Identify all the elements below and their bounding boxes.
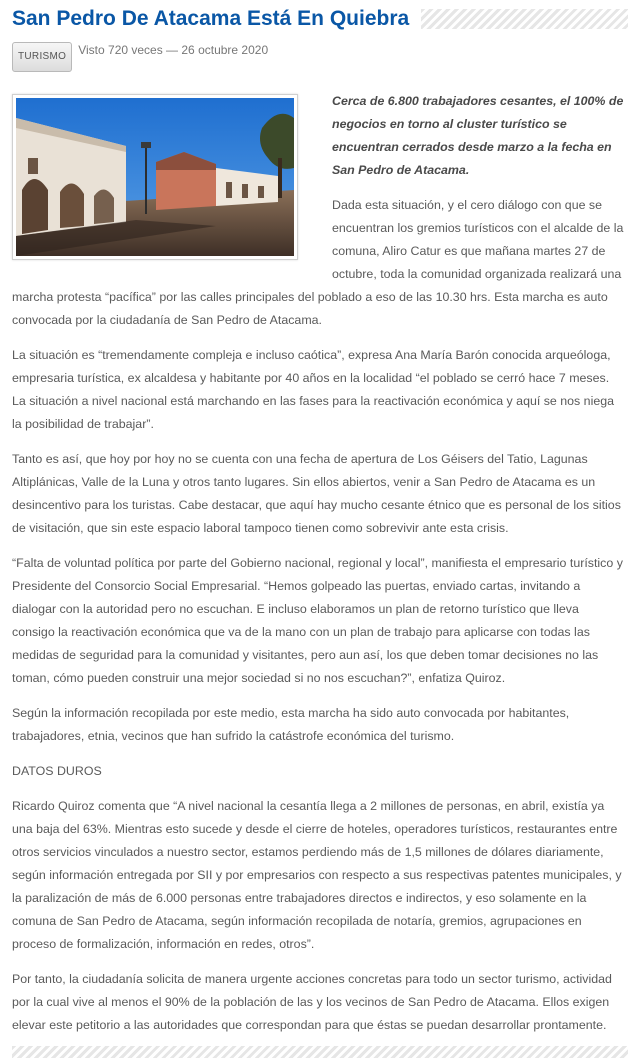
category-tag[interactable]: TURISMO [12,42,72,72]
footer-decoration [12,1046,628,1058]
article-paragraph: “Falta de voluntad política por parte del Gobierno nacional, regional y local”, manifiesta el empresario turístico y Presidente del Consorcio Social Empresarial. “Hemos golpeado las puertas, enviado cartas, invitando a dialogar con la autoridad pero no escuchan. E incluso elaboramos un plan de retorno turístico que lleva consigo la reactivación económica que va de la mano con un plan de trabajo para aplicarse con todas las medidas de seguridad para la comunidad y visitantes, pero aun así, los que deben tomar decisiones no las toman, cómo pueden construir una mejor sociedad si no nos escuchan?”, enfatiza Quiroz. [12,556,623,685]
title-row [12,6,628,32]
article-lead: Cerca de 6.800 trabajadores cesantes, el 100% de negocios en torno al cluster turístico se encuentran cerrados desde marzo a la fecha en San Pedro de Atacama. [332,94,624,177]
views-and-date: Visto 720 veces — 26 octubre 2020 [78,43,269,57]
adobe-street-photo [16,98,294,256]
article-paragraph: Dada esta situación, y el cero diálogo con que se encuentran los gremios turísticos con el alcalde de la comuna, Aliro Catur es que mañana martes 27 de octubre, toda la comunidad organizada realizará una marcha protesta “pacífica” por las calles principales del poblado a eso de las 10.30 hrs. Esta marcha es auto convocada por la ciudadanía de San Pedro de Atacama. [12,198,624,327]
article-paragraph: Por tanto, la ciudadanía solicita de manera urgente acciones concretas para todo un sector turismo, actividad por la cual vive al menos el 90% de la población de las y los vecinos de San Pedro de Atacama. Ellos exigen elevar este petitorio a las autoridades que correspondan para que éstas se puedan desarrollar prontamente. [12,972,612,1032]
article-paragraph: Según la información recopilada por este medio, esta marcha ha sido auto convocada por habitantes, trabajadores, etnia, vecinos que han sufrido la catástrofe económica del turismo. [12,706,570,743]
article-paragraph: La situación es “tremendamente compleja e incluso caótica”, expresa Ana María Barón conocida arqueóloga, empresaria turística, ex alcaldesa y habitante por 40 años en la localidad “el poblado se cerró hace 7 meses. La situación a nivel nacional está marchando en las fases para la reactivación económica y aquí se nos niega la posibilidad de trabajar”. [12,348,614,431]
article-photo [12,94,298,260]
article-title[interactable]: San Pedro De Atacama Está En Quiebra [12,7,410,30]
article-paragraph: Ricardo Quiroz comenta que “A nivel nacional la cesantía llega a 2 millones de personas, en abril, existía ya una baja del 63%. Mientras esto sucede y desde el cierre de hoteles, operadores turísticos, restaurantes entre otros servicios vinculados a nuestro sector, estamos perdiendo más de 1,5 millones de dólares diariamente, según información entregada por SII y por empresarios con respecto a sus respectivas patentes municipales, y la paralización de más de 6.000 personas entre trabajadores directos e indirectos, y eso solamente en la comuna de San Pedro de Atacama, según información recopilada de notaría, gremios, agrupaciones en proceso de formalización, información en redes, otros”. [12,799,622,951]
article-body [12,90,625,1049]
section-heading: DATOS DUROS [12,764,102,778]
title-decoration [421,9,628,29]
article-meta [12,42,268,72]
article-paragraph: Tanto es así, que hoy por hoy no se cuenta con una fecha de apertura de Los Géisers del Tatio, Lagunas Altiplánicas, Valle de la Luna y otros tanto lugares. Sin ellos abiertos, venir a San Pedro de Atacama es un desincentivo para los turistas. Cabe destacar, que aquí hay mucho cesante étnico que es personal de los sitios de visitación, que sin este espacio laboral tampoco tienen como sobrevivir ante esta crisis. [12,452,621,535]
